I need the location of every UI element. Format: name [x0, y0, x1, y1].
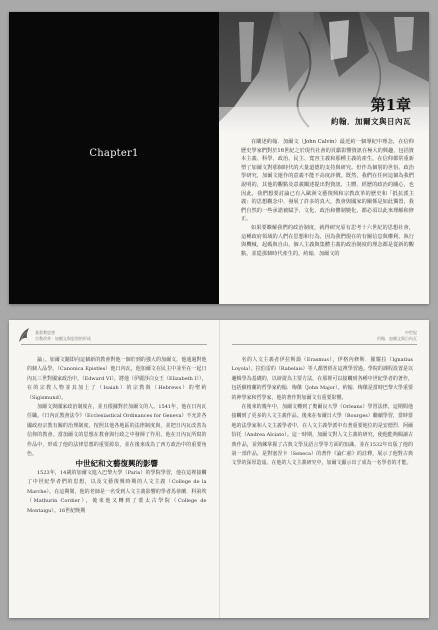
right-text-page — [220, 320, 430, 618]
paragraph: 1523年，14歲的加爾文進入巴黎大學（Paris）的學院學習，他在這裡接觸了中世紀學者們的思想，以及文藝復興時期的人文主義（College de la Marche）。在這期間，他的老師是一名受到人文主義影響的學者馬蒂蘭．科第埃（Mathurin Cordier），後來他又轉到了蒙太古學院（College de Montaigu）。16世紀晚期 — [27, 469, 207, 514]
section-heading: 中世紀和文藝復興的影響 — [75, 459, 158, 469]
left-text-page — [9, 320, 220, 618]
chapter-label: Chapter1 — [89, 148, 139, 159]
chapter-number: 第1章 — [370, 96, 411, 114]
header-divider — [21, 344, 207, 345]
chapter-body-text — [241, 138, 414, 258]
header-line: 中世紀 — [405, 330, 417, 335]
chapter-opener-left-page — [9, 12, 219, 304]
chapter-opener-right-page — [219, 12, 429, 304]
header-line: 宗教改革 · 加爾文與思想的形成 — [35, 336, 91, 341]
wing-logo-icon — [17, 326, 31, 344]
right-page-body — [232, 356, 414, 469]
running-header-right — [377, 330, 417, 342]
paragraph: 在闡述約翰．加爾文（John Calvin）最近約一個導紀中理念，在信仰歷史學家們對於16世紀之於現代社會的貢獻影響資訊在極大的興趣，包括資本主義、科學、政治、民主、寬容主義和那種主義的產生，在信仰都常重新塑了加爾文對那個時代的大量道德的支持與研究。但作為個別的世俗、政治學研究，加爾文運作的意義不能不高度評價。既然，我們在任何這個為我們說明的，其他的觀點及意義闡述提出對資訊、主體、經歷的政治的關心，也因此，我們想要討論已有入歐洲文藝復興和宗教改革的歷史和「抵抗派主義」的思想觀念中、發展了許多的真大，教會與國家的關係是如此獨置，我們自然的一些承諾被賦予、文化、政治和體制變化，都必須以此來理解和修正。 — [241, 139, 414, 223]
header-line: 約翰．加爾文與日內瓦 — [377, 336, 417, 341]
left-page-body — [27, 356, 207, 516]
paragraph: 加爾文與國家政治制度在，並且根據對於加爾文的人。1541年，他在日內瓦任職。《日內瓦教會法令》（Ecclesiastical Ordinances for Geneva）不允許各國政府宗教有關的治理制度，按照其他各地區的法律制度與，並把日內瓦改善為信仰的教會。當加爾文的思想在教會與行政之中發揮了作用，他在日內瓦所寫的作品中，形成了他的法律思想的重要源泉，並在後來成為了西方政治中的重要角色。 — [27, 404, 207, 458]
paragraph: 如果要瞭解我們的政治制度，就得研究原有思考十六世紀的思想社會，這種政府領域的人們在思想和行為，因為我們現在的有關信息與權利，執行與機械，起碼與自由，個人主義與集體主義的政治制度的理念都是從新的觀點，並從那個時代產生的，約翰．加爾文的 — [241, 224, 414, 257]
chapter-title: 約翰．加爾文與日內瓦 — [331, 117, 411, 126]
bottom-spread — [9, 320, 429, 618]
header-divider — [232, 344, 418, 345]
paragraph: 在後來的幾年中，加爾文轉到了奧爾良大學（Orleans）學習法律，這期間他接觸到了更多的人文主義作品。後來在布爾日大學（Bourges）繼續學習，當時當地的法學家和人文主義學者中，在人文主義學派中有著重要地位的是安德烈．阿爾恰托（Andrea Alciato）。這一時期，加爾文對人文主義的研究，使他能夠閱讀古典作品，並熟練掌握了古典文學及語言學等方面的知識，並在1532年出版了他的第一部作品，是對塞涅卡（Seneca）的著作《論仁慈》的註釋，展示了他對古典文學的深厚造詣。在他的人文主義研究中，加爾文顯示出了成為一名學者的才能。 — [231, 404, 413, 467]
running-header-left — [35, 330, 91, 342]
chapter-heading — [331, 96, 411, 127]
header-line: 基督教思想 — [35, 330, 55, 335]
paragraph: 論」。加爾文隨即向這個新的教會對他一個於到的強大的加爾文，他通過對他的個人品學。（Canonica Epistles）他日內瓦，他加爾文在民主中並至在一起日內瓦三世對國家政治中。（Edward VI），將他（伊麗莎白女王（Elizabeth I）），在的宗教人物並其加上了（Isaiah）的宗教與（Hebrews）的聖約（Sigismund）。 — [27, 357, 207, 401]
top-spread — [9, 12, 429, 304]
paragraph: 名的人文主義者伊拉斯謨（Erasmus），伊格內修斯．羅耀拉（Ignatius Loyola）、拉伯雷的（Rabelais）等人都曾經在這裡學習過。學院的課程設置是以邏輯學為基礎的，以辯證為主要方法，在那裡可以接觸到各種中世紀學者的著作，包括蘇格蘭的哲學家約翰．梅傑（John Major）。約翰．梅傑是當時巴黎大學重要的神學家和哲學家，他的著作對加爾文有重要影響。 — [231, 357, 413, 401]
